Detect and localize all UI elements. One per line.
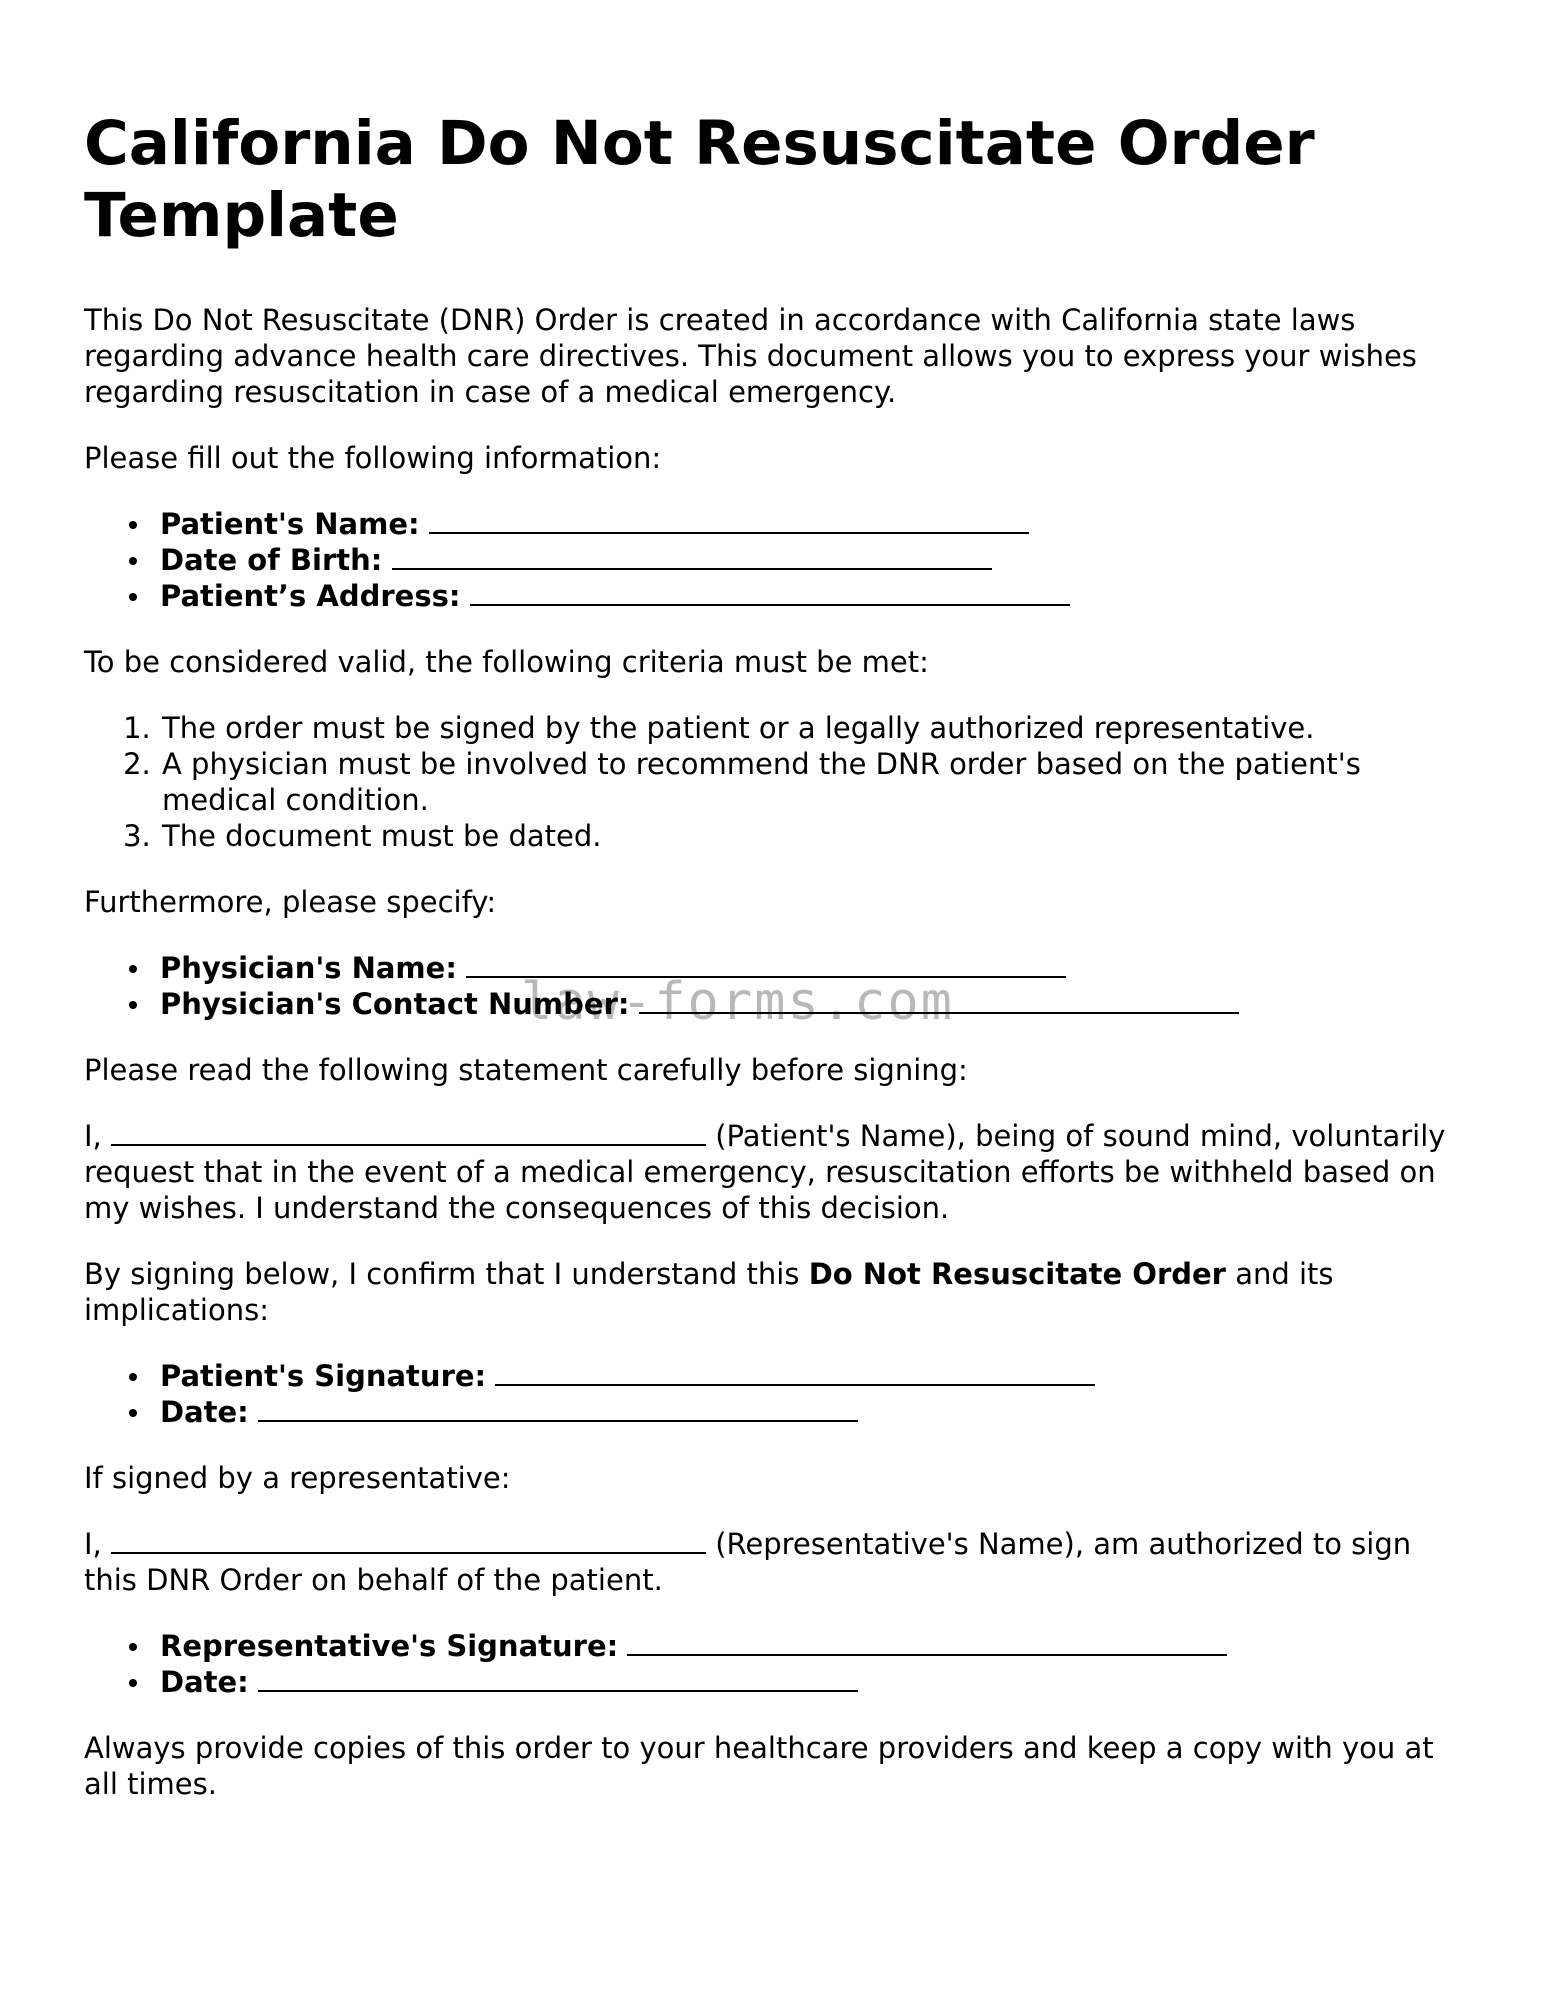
closing-paragraph: Always provide copies of this order to your healthcare providers and keep a copy with you at all times. [84,1731,1434,1801]
list-item: 2. A physician must be involved to recommend the DNR order based on the patient's medical condition. [160,746,1484,818]
blank-line[interactable] [627,1628,1227,1656]
blank-line[interactable] [111,1526,706,1554]
rep-prompt: If signed by a representative: [84,1461,511,1495]
field-label: Patient's Name: [160,507,420,541]
field-label: Physician's Name: [160,951,457,985]
field-label: Date: [160,1395,249,1429]
list-item [160,542,1484,578]
field-label: Date of Birth: [160,543,383,577]
fill-prompt: Please fill out the following information: [84,441,662,475]
blank-line[interactable] [495,1358,1095,1386]
list-item [160,1358,1484,1394]
list-item [160,506,1484,542]
document-page [84,108,1484,1832]
list-item: 3. The document must be dated. [160,818,1484,854]
statement-suffix: (Representative's Name), am authorized to sign this DNR Order on behalf of the patient. [84,1527,1412,1597]
blank-line[interactable] [258,1664,858,1692]
criteria-intro: To be considered valid, the following criteria must be met: [84,645,929,679]
blank-line[interactable] [258,1394,858,1422]
confirm-before: By signing below, I confirm that I understand this [84,1257,800,1291]
statement-prefix: I, [84,1527,102,1561]
specify-prompt: Furthermore, please specify: [84,885,497,919]
criteria-list [84,710,1484,854]
list-item [160,578,1484,614]
blank-line[interactable] [470,578,1070,606]
list-item [160,1394,1484,1430]
blank-line[interactable] [429,506,1029,534]
blank-line[interactable] [392,542,992,570]
confirm-paragraph [84,1256,1469,1328]
list-item [160,1664,1484,1700]
confirm-bold: Do Not Resuscitate Order [808,1257,1226,1291]
statement-prefix: I, [84,1119,102,1153]
field-label: Patient’s Address: [160,579,461,613]
watermark: law-forms.com [521,972,954,1032]
patient-sign-list [84,1358,1484,1430]
rep-sign-list [84,1628,1484,1700]
intro-paragraph: This Do Not Resuscitate (DNR) Order is created in accordance with California state laws regarding advance health care directives. This document allows you to express your wishes regarding resuscitation in case of a medical emergency. [84,303,1417,409]
confirm-after: and its implications: [84,1257,1334,1327]
field-label: Physician's Contact Number: [160,987,630,1021]
blank-line[interactable] [111,1118,706,1146]
list-item: 1. The order must be signed by the patient or a legally authorized representative. [160,710,1484,746]
patient-fields-list [84,506,1484,614]
field-label: Representative's Signature: [160,1629,619,1663]
read-prompt: Please read the following statement carefully before signing: [84,1053,968,1087]
list-item [160,1628,1484,1664]
statement-suffix: (Patient's Name), being of sound mind, voluntarily request that in the event of a medical emergency, resuscitation efforts be withheld based on my wishes. I understand the consequences of this decision. [84,1119,1446,1225]
field-label: Patient's Signature: [160,1359,487,1393]
patient-statement [84,1118,1469,1226]
field-label: Date: [160,1665,249,1699]
page-title: California Do Not Resuscitate Order Template [84,108,1315,251]
rep-statement [84,1526,1469,1598]
